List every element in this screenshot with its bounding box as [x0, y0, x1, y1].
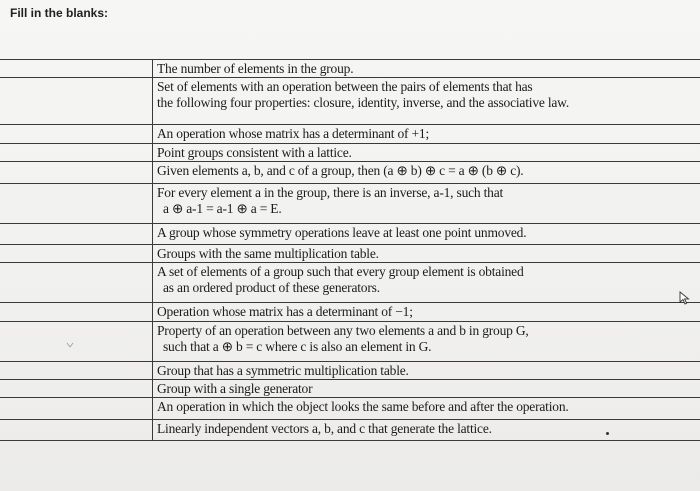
answer-blank[interactable] — [0, 263, 153, 303]
answer-blank[interactable] — [0, 78, 153, 125]
answer-blank[interactable] — [0, 144, 153, 162]
definition-text — [157, 304, 694, 320]
definition-text — [157, 79, 694, 111]
definition-line: For every element a in the group, there is an inverse, a-1, such that — [157, 185, 504, 200]
definition-text — [157, 126, 694, 142]
definition-text — [157, 163, 694, 179]
answer-blank[interactable] — [0, 125, 153, 144]
mouse-pointer-icon — [678, 291, 692, 305]
definition-line: such that a ⊕ b = c where c is also an element in G. — [163, 339, 432, 354]
definition-text — [157, 363, 694, 379]
table-row — [0, 361, 700, 380]
fill-in-table — [0, 59, 700, 489]
answer-blank[interactable] — [0, 162, 153, 184]
definition-line: Set of elements with an operation between the pairs of elements that has — [157, 79, 533, 94]
answer-blank[interactable] — [0, 60, 153, 78]
definition-text — [157, 246, 694, 262]
definition-line: as an ordered product of these generators. — [163, 280, 380, 295]
answer-blank[interactable] — [0, 380, 153, 398]
table-row — [0, 379, 700, 398]
answer-blank[interactable] — [0, 184, 153, 224]
answer-blank[interactable] — [0, 303, 153, 322]
definition-text — [157, 399, 694, 415]
table-row — [0, 183, 700, 224]
definition-line: The number of elements in the group. — [157, 61, 354, 76]
table-row — [0, 223, 700, 245]
definition-text — [157, 421, 694, 437]
definition-text — [157, 225, 694, 241]
definition-line: Group that has a symmetric multiplication table. — [157, 363, 409, 378]
answer-blank[interactable] — [0, 322, 153, 362]
table-row — [0, 397, 700, 420]
table-row — [0, 419, 700, 441]
answer-blank[interactable] — [0, 362, 153, 380]
definition-line: Group with a single generator — [157, 381, 313, 396]
answer-blank[interactable] — [0, 420, 153, 440]
table-row — [0, 262, 700, 303]
definition-line: a ⊕ a-1 = a-1 ⊕ a = E. — [163, 201, 282, 216]
page-title: Fill in the blanks: — [10, 6, 109, 20]
table-row — [0, 124, 700, 144]
definition-line: An operation in which the object looks the same before and after the operation. — [157, 399, 569, 414]
definition-line: A group whose symmetry operations leave at least one point unmoved. — [157, 225, 527, 240]
definition-text — [157, 323, 694, 355]
definition-line: Operation whose matrix has a determinant of −1; — [157, 304, 413, 319]
definition-line: Groups with the same multiplication table. — [157, 246, 379, 261]
definition-line: A set of elements of a group such that every group element is obtained — [157, 264, 524, 279]
definition-line: Linearly independent vectors a, b, and c that generate the lattice. — [157, 421, 492, 436]
definition-text — [157, 145, 694, 161]
definition-text — [157, 264, 694, 296]
table-row — [0, 77, 700, 125]
table-row — [0, 321, 700, 362]
definition-line: Point groups consistent with a lattice. — [157, 145, 352, 160]
stray-mark-icon — [66, 341, 74, 349]
answer-blank[interactable] — [0, 224, 153, 245]
table-row — [0, 161, 700, 184]
table-row — [0, 59, 700, 78]
definition-text — [157, 381, 694, 397]
table-row — [0, 244, 700, 263]
definition-line: Property of an operation between any two elements a and b in group G, — [157, 323, 529, 338]
definition-line: Given elements a, b, and c of a group, then (a ⊕ b) ⊕ c = a ⊕ (b ⊕ c). — [157, 163, 524, 178]
table-row — [0, 302, 700, 322]
table-row — [0, 143, 700, 162]
answer-blank[interactable] — [0, 245, 153, 263]
answer-blank[interactable] — [0, 398, 153, 420]
definition-text — [157, 185, 694, 217]
definition-line: the following four properties: closure, identity, inverse, and the associative law. — [157, 95, 570, 110]
definition-text — [157, 61, 694, 77]
ink-dot — [606, 432, 609, 435]
definition-line: An operation whose matrix has a determinant of +1; — [157, 126, 430, 141]
